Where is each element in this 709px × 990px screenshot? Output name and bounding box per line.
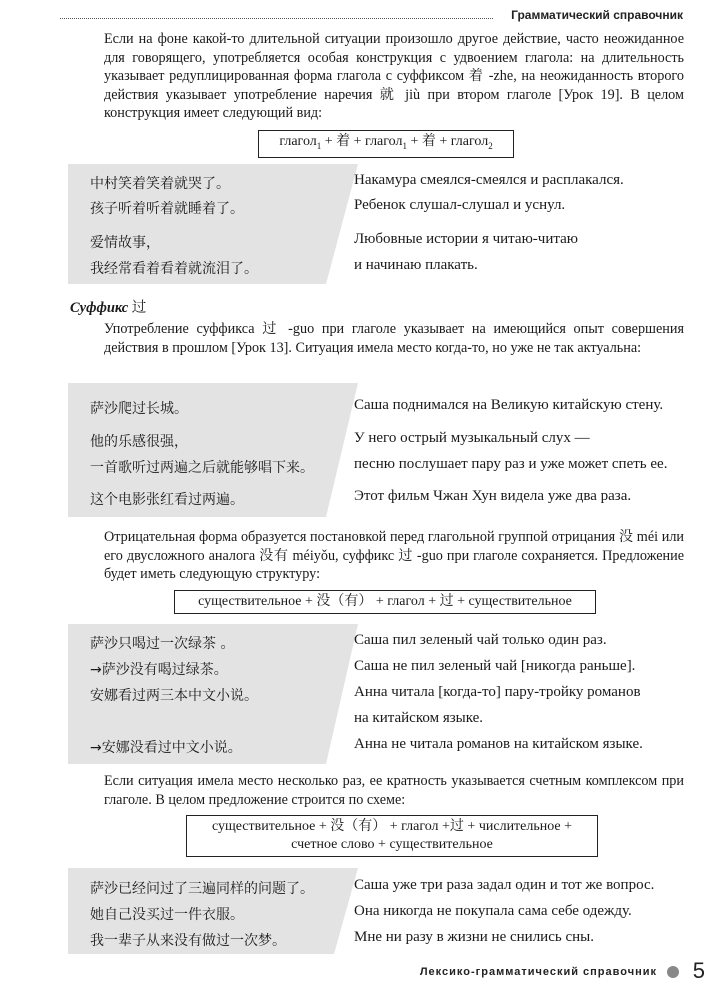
footer-title: Лексико-грамматический справочник <box>419 966 657 978</box>
section3-formula: существительное + 没（有） + глагол + 过 + существительное <box>174 590 596 614</box>
header-title: Грамматический справочник <box>511 8 683 22</box>
example-zh: 安娜看过两三本中文小说。 <box>90 688 258 704</box>
section4-paragraph: Если ситуация имела место несколько раз, ее кратность указывается счетным комплексом при глаголе. В целом предложение строится по схеме: <box>104 773 684 808</box>
example-zh: 萨沙爬过长城。 <box>90 401 188 417</box>
example-ru: Анна не читала романов на китайском языке. <box>354 736 643 752</box>
example-zh: 萨沙已经问过了三遍同样的问题了。 <box>90 881 314 897</box>
example-zh: →萨沙没有喝过绿茶。 <box>90 662 228 678</box>
header-dotted-rule <box>60 18 493 19</box>
example-ru: на китайском языке. <box>354 710 484 726</box>
section1-paragraph: Если на фоне какой-то длительной ситуации произошло другое действие, часто неожиданное для говорящего, употребляется особая конструкция с удвоением глагола: на длительность указывает редуплицированная форма глагола с суффиксом 着 -zhe, на неожиданность второго действия указывает употребление наречия 就 jiù при втором глаголе [Урок 19]. В целом конструкция имеет следующий вид: <box>104 31 684 122</box>
example-ru: песню послушает пару раз и уже может спеть ее. <box>354 456 668 472</box>
section2-heading: Суффикс 过 <box>70 300 147 316</box>
example-ru: Саша не пил зеленый чай [никогда раньше]. <box>354 658 636 674</box>
example-ru: Ребенок слушал-слушал и уснул. <box>354 197 566 213</box>
example-zh: 我一辈子从来没有做过一次梦。 <box>90 933 286 949</box>
example-zh: 孩子听着听着就睡着了。 <box>90 201 244 217</box>
example-zh: 中村笑着笑着就哭了。 <box>90 176 230 192</box>
section4-formula: существительное + 没（有） + глагол +过 + числительное + счетное слово + существительное <box>186 815 598 857</box>
section3-paragraph: Отрицательная форма образуется постановкой перед глагольной группой отрицания 没 méi или его двусложного аналога 没有 méiyǒu, суффикс 过 -guo при глаголе сохраняется. Предложение будет иметь следующую структуру: <box>104 529 684 583</box>
example-zh: 萨沙只喝过一次绿茶 。 <box>90 636 235 652</box>
running-header <box>60 8 683 22</box>
example-ru: Этот фильм Чжан Хун видела уже два раза. <box>354 488 632 504</box>
example-ru: Она никогда не покупала сама себе одежду. <box>354 903 632 919</box>
example-ru: У него острый музыкальный слух — <box>354 430 590 446</box>
example-ru: Накамура смеялся-смеялся и расплакался. <box>354 172 624 188</box>
page-number: 5 <box>692 958 705 983</box>
example-zh: 她自己没买过一件衣服。 <box>90 907 244 923</box>
example-zh: 这个电影张红看过两遍。 <box>90 492 244 508</box>
example-ru: Анна читала [когда-то] пару-тройку романов <box>354 684 641 700</box>
example-ru: Мне ни разу в жизни не снились сны. <box>354 929 594 945</box>
example-ru: и начинаю плакать. <box>354 257 478 273</box>
example-zh: 爱情故事， <box>90 235 160 251</box>
example-ru: Саша пил зеленый чай только один раз. <box>354 632 607 648</box>
example-ru: Любовные истории я читаю-читаю <box>354 231 578 247</box>
example-ru: Саша поднимался на Великую китайскую стену. <box>354 397 664 413</box>
example-zh: 他的乐感很强， <box>90 434 188 450</box>
section1-formula: глагол$_1$ + 着 + глагол$_1$ + 着 + глагол$_2$ <box>258 130 514 158</box>
section2-paragraph: Употребление суффикса 过 -guo при глаголе указывает на имеющийся опыт совершения действия в прошлом [Урок 13]. Ситуация имела место когда-то, но уже не так актуальна: <box>104 321 684 356</box>
example-ru: Саша уже три раза задал один и тот же вопрос. <box>354 877 655 893</box>
example-zh: 我经常看着看着就流泪了。 <box>90 261 258 277</box>
example-zh: 一首歌听过两遍之后就能够唱下来。 <box>90 460 314 476</box>
example-zh: →安娜没看过中文小说。 <box>90 740 242 756</box>
footer-bullet-icon <box>667 966 679 978</box>
